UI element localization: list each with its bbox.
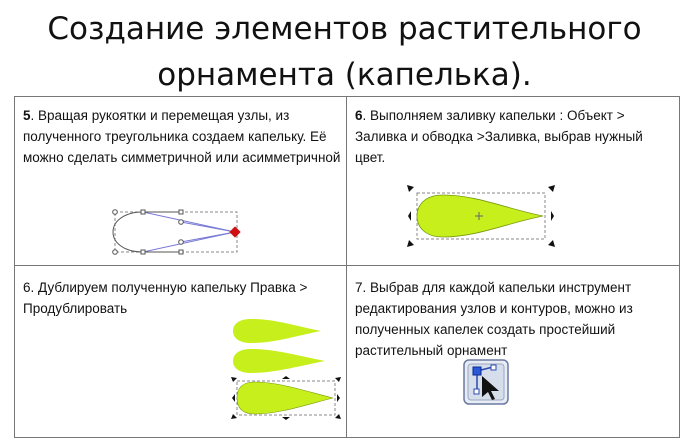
- drop-outline-with-nodes-illustration: [95, 202, 245, 262]
- slide-title: [0, 6, 689, 98]
- selected-node-diamond: [229, 226, 240, 237]
- cell-step-7: [355, 277, 655, 361]
- cell-step-5: [23, 105, 341, 168]
- selection-bbox: [115, 212, 237, 252]
- handle-circle: [179, 240, 184, 245]
- node-square: [141, 210, 145, 214]
- slide-title-line-1: Создание элементов растительного: [47, 11, 642, 47]
- cell-step-6-duplicate: [23, 277, 341, 319]
- filled-drop-selected-illustration: [407, 185, 567, 247]
- handle-circle: [113, 210, 118, 215]
- drop-shape: [233, 349, 325, 373]
- drop-shape: [233, 319, 321, 343]
- handle-circle: [179, 220, 184, 225]
- node-square: [141, 250, 145, 254]
- duplicated-drops-illustration: [233, 315, 348, 425]
- node-square: [179, 250, 183, 254]
- node-editor-tool-icon: [463, 359, 509, 405]
- slide-title-line-2: орнамента (капелька).: [157, 57, 532, 93]
- step-5-number: 5: [23, 108, 31, 123]
- step-6-fill-text: . Выполняем заливку капельки : Объект > Заливка и обводка >Заливка, выбрав нужный цвет.: [355, 108, 643, 165]
- handle-line: [181, 232, 235, 242]
- handle-circle: [113, 250, 118, 255]
- handle-line: [181, 222, 235, 232]
- node-square: [179, 210, 183, 214]
- step-6-number: 6: [355, 108, 363, 123]
- step-7-text: 7. Выбрав для каждой капельки инструмент редактирования узлов и контуров, можно из полученных капелек создать простейший растительный орнамент: [355, 280, 633, 358]
- steps-table: [14, 96, 680, 438]
- table-divider-horizontal: [15, 265, 679, 266]
- drop-shape-selected: [237, 382, 333, 414]
- cell-step-6-fill: [355, 105, 673, 168]
- step-5-text: . Вращая рукоятки и перемещая узлы, из полученного треугольника создаем капельку. Её можно сделать симметричной или асимметричной: [23, 108, 341, 165]
- step-6-duplicate-text: 6. Дублируем полученную капельку Правка > Продублировать: [23, 280, 308, 316]
- drop-outline-curve: [113, 212, 143, 252]
